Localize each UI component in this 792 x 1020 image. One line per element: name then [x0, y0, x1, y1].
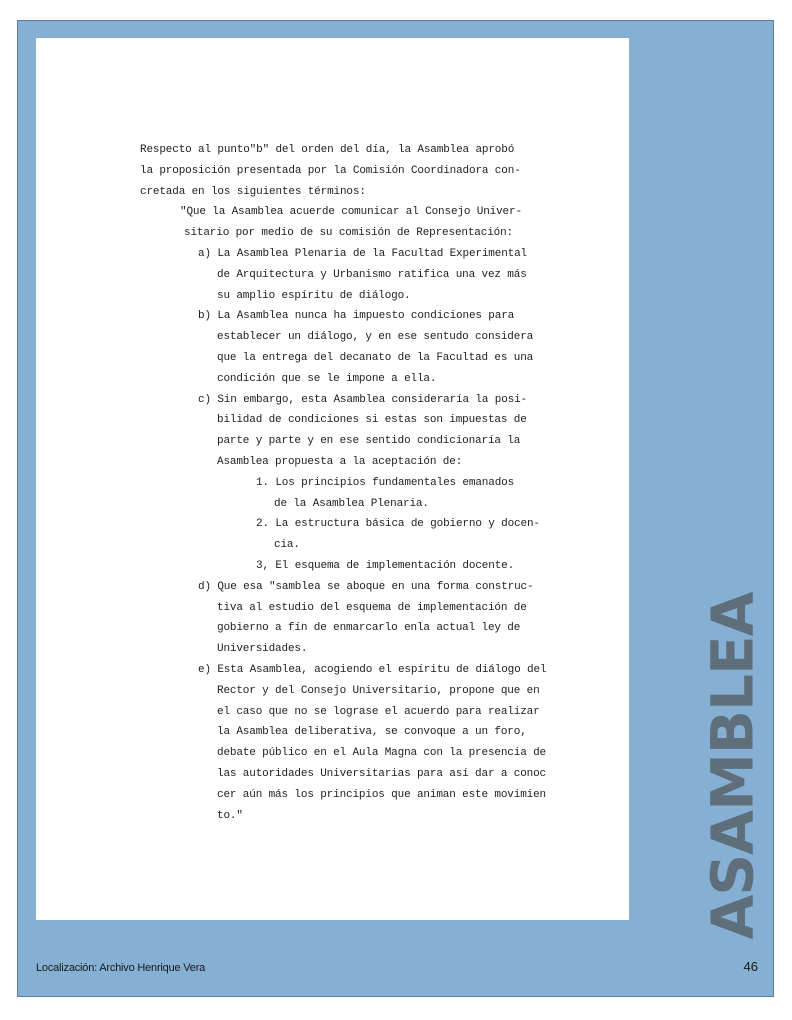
item-e-line: cer aún más los principios que animan este movimien [217, 788, 547, 801]
item-b-line: establecer un diálogo, y en ese sentudo considera [217, 331, 534, 344]
page-number: 46 [743, 959, 758, 974]
item-d-line: tiva al estudio del esquema de implementación de [217, 601, 527, 614]
item-d-line: gobierno a fín de enmarcarlo enla actual ley de [217, 622, 521, 635]
item-d-line: d) Que esa "samblea se aboque en una forma construc- [198, 580, 534, 593]
quote-line: sitario por medio de su comisión de Representación: [184, 227, 514, 240]
item-c-line: Asamblea propuesta a la aceptación de: [217, 455, 463, 468]
sub-item-2-line: 2. La estructura básica de gobierno y docen- [256, 518, 540, 531]
intro-line: Respecto al punto"b" del orden del día, la Asamblea aprobó [140, 144, 515, 156]
item-e-line: to." [217, 809, 243, 822]
quote-line: "Que la Asamblea acuerde comunicar al Consejo Univer- [180, 206, 522, 219]
intro-line: la proposición presentada por la Comisión Coordinadora con- [140, 164, 521, 177]
item-a-line: su amplio espíritu de diálogo. [217, 289, 411, 302]
item-a-line: a) La Asamblea Plenaria de la Facultad Experimental [198, 247, 528, 260]
section-title-text: ASAMBLEA [698, 592, 767, 940]
item-c-line: bilidad de condiciones si estas son impuestas de [217, 414, 527, 427]
item-e-line: Rector y del Consejo Universitario, propone que en [217, 684, 540, 697]
item-d-line: Universidades. [217, 643, 308, 656]
item-b-line: b) La Asamblea nunca ha impuesto condiciones para [198, 310, 515, 323]
item-c-line: parte y parte y en ese sentido condicionaría la [217, 435, 521, 448]
item-e-line: el caso que no se lograse el acuerdo para realizar [217, 705, 540, 718]
item-e-line: las autoridades Universitarias para así dar a conoc [217, 767, 547, 780]
sub-item-2-line: cia. [274, 539, 300, 552]
document-text [140, 140, 560, 826]
item-b-line: que la entrega del decanato de la Facultad es una [217, 351, 534, 364]
item-a-line: de Arquitectura y Urbanismo ratifica una vez más [217, 268, 527, 281]
item-e-line: debate público en el Aula Magna con la presencia de [217, 747, 547, 760]
source-caption: Localización: Archivo Henrique Vera [36, 962, 206, 974]
sub-item-1-line: de la Asamblea Plenaria. [274, 497, 429, 510]
sub-item-1-line: 1. Los principios fundamentales emanados [256, 476, 515, 489]
item-c-line: c) Sin embargo, esta Asamblea consideraría la posi- [198, 393, 528, 406]
intro-line: cretada en los siguientes términos: [140, 185, 366, 198]
section-title [698, 592, 767, 940]
item-e-line: la Asamblea deliberativa, se convoque a un foro, [217, 726, 527, 739]
sub-item-3-line: 3, El esquema de implementación docente. [256, 559, 515, 572]
item-e-line: e) Esta Asamblea, acogiendo el espíritu de diálogo del [198, 663, 547, 676]
item-b-line: condición que se le impone a ella. [217, 372, 437, 385]
